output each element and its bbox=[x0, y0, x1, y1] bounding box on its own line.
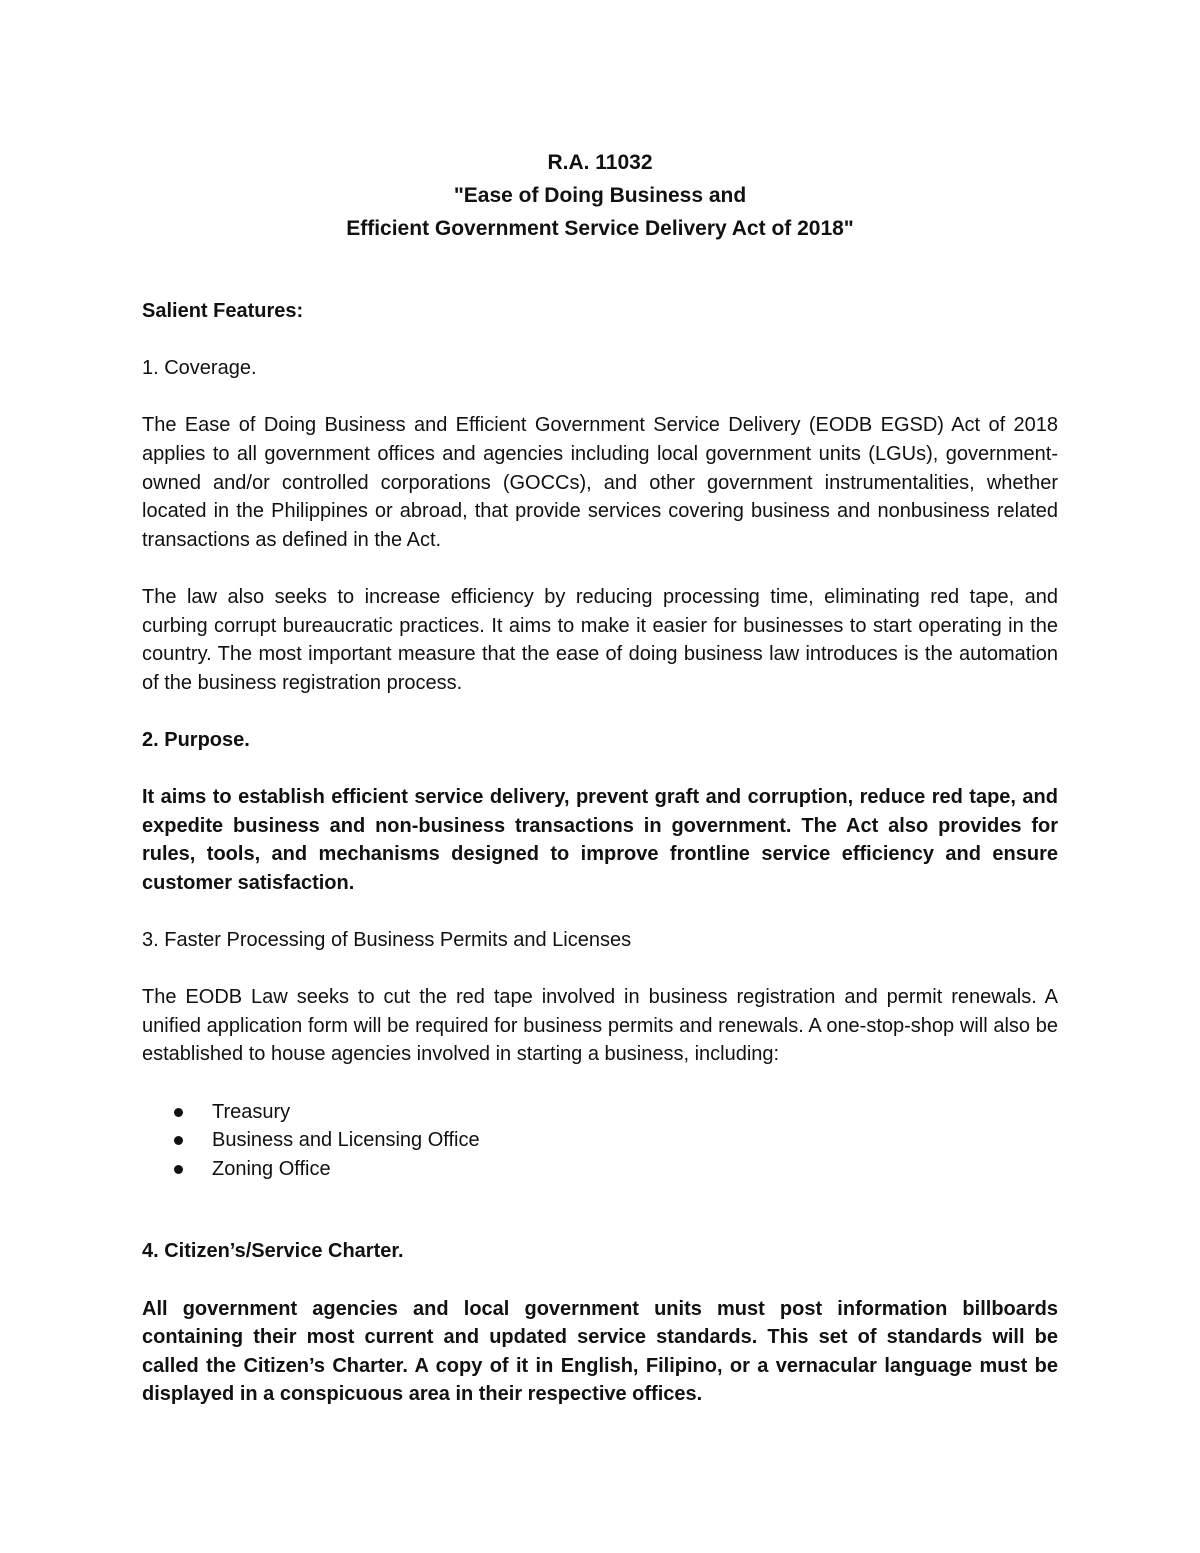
list-item bbox=[142, 1098, 1058, 1127]
agency-bullet-list bbox=[142, 1098, 1058, 1184]
section-4-heading: 4. Citizen’s/Service Charter. bbox=[142, 1240, 404, 1263]
list-item-label: Business and Licensing Office bbox=[212, 1129, 480, 1152]
list-item-label: Zoning Office bbox=[212, 1157, 331, 1180]
section-3-paragraph: The EODB Law seeks to cut the red tape involved in business registration and permit renewals. A unified application form will be required for business permits and renewals. A one-stop-shop will also be established to house agencies involved in starting a business, including: bbox=[142, 986, 1058, 1066]
section-2-paragraph: It aims to establish efficient service delivery, prevent graft and corruption, reduce red tape, and expedite business and non-business transactions in government. The Act also provides for rules, tools, and mechanisms designed to improve frontline service efficiency and ensure customer satisfaction. bbox=[142, 786, 1058, 894]
list-item-label: Treasury bbox=[212, 1100, 291, 1123]
list-item bbox=[142, 1126, 1058, 1155]
section-1-paragraph-2: The law also seeks to increase efficiency by reducing processing time, eliminating red tape, and curbing corrupt bureaucratic practices. It aims to make it easier for businesses to start operating in the country. The most important measure that the ease of doing business law introduces is the automation of the business registration process. bbox=[142, 585, 1058, 694]
document-body bbox=[142, 146, 1058, 1409]
salient-features-heading: Salient Features: bbox=[142, 300, 304, 322]
bullet-icon bbox=[174, 1108, 183, 1117]
section-4-paragraph: All government agencies and local government units must post information billboards containing their most current and updated service standards. This set of standards will be called the Citizen’s Charter. A copy of it in English, Filipino, or a vernacular language must be displayed in a conspicuous area in their respective offices. bbox=[142, 1297, 1058, 1406]
title-line-2: "Ease of Doing Business and bbox=[453, 184, 747, 207]
section-1-heading: 1. Coverage. bbox=[142, 357, 257, 380]
section-3-heading: 3. Faster Processing of Business Permits and Licenses bbox=[142, 929, 632, 952]
list-item bbox=[142, 1155, 1058, 1184]
section-1-paragraph-1: The Ease of Doing Business and Efficient Government Service Delivery (EODB EGSD) Act of 2018 applies to all government offices and agencies including local government units (LGUs), government-owned and/or controlled corporations (GOCCs), and other government instrumentalities, whether located in the Philippines or abroad, that provide services covering business and nonbusiness related transactions as defined in the Act. bbox=[142, 414, 1058, 551]
bullet-icon bbox=[174, 1165, 183, 1174]
document-title bbox=[142, 146, 1058, 245]
section-2-heading: 2. Purpose. bbox=[142, 728, 250, 751]
title-line-3: Efficient Government Service Delivery Act of 2018" bbox=[346, 217, 854, 240]
bullet-icon bbox=[174, 1136, 183, 1145]
title-line-1: R.A. 11032 bbox=[547, 151, 653, 174]
